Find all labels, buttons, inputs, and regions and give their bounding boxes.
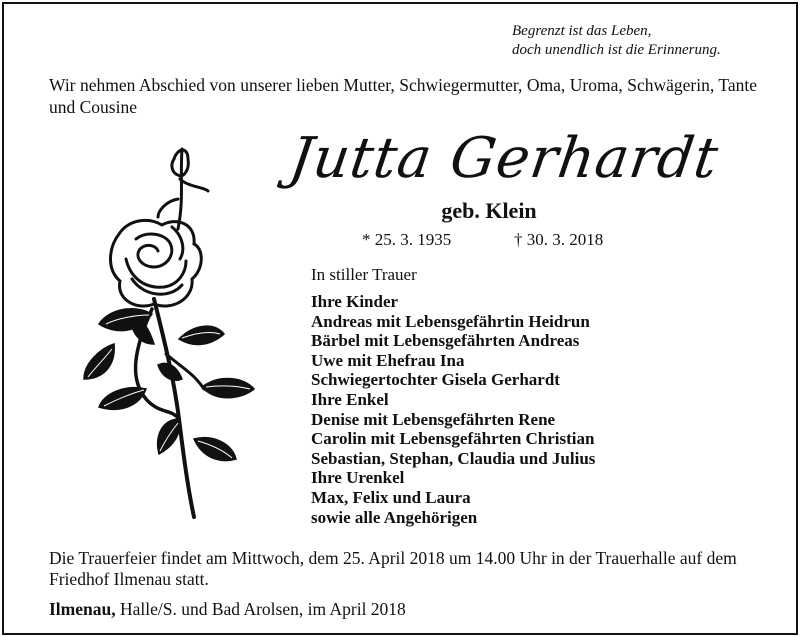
obituary-notice: [2, 2, 798, 635]
mourner-line: Carolin mit Lebensgefährten Christian: [311, 429, 595, 449]
mourner-line: Schwiegertochter Gisela Gerhardt: [311, 370, 560, 390]
rose-icon: [54, 139, 269, 524]
mourner-line: sowie alle Angehörigen: [311, 507, 478, 527]
intro-text: Wir nehmen Abschied von unserer lieben Mutter, Schwiegermutter, Oma, Uroma, Schwägerin, Tante und Cousine: [49, 75, 757, 117]
motto-line-1: Begrenzt ist das Leben,: [512, 23, 652, 39]
mourning-label: In stiller Trauer: [311, 265, 417, 284]
mourner-line: Andreas mit Lebensgefährtin Heidrun: [311, 311, 590, 331]
mourner-line: Ihre Kinder: [311, 292, 399, 311]
footer-place-date: [49, 598, 761, 620]
mourners-list: [311, 292, 731, 527]
motto-line-2: doch unendlich ist die Erinnerung.: [512, 42, 721, 58]
mourner-line: Ihre Enkel: [311, 389, 389, 409]
service-info: Die Trauerfeier findet am Mittwoch, dem 25. April 2018 um 14.00 Uhr in der Trauerhalle auf dem Friedhof Ilmenau statt.: [49, 548, 737, 589]
mourner-line: Denise mit Lebensgefährten Rene: [311, 409, 556, 429]
motto: [512, 22, 772, 60]
birth-date: * 25. 3. 1935: [362, 230, 452, 249]
life-dates: [362, 229, 632, 251]
footer-place: Ilmenau,: [49, 599, 116, 619]
death-date: † 30. 3. 2018: [514, 230, 604, 249]
mourner-line: Max, Felix und Laura: [311, 487, 471, 507]
mourner-line: Uwe mit Ehefrau Ina: [311, 350, 465, 370]
mourner-line: Ihre Urenkel: [311, 468, 405, 488]
footer-rest: Halle/S. und Bad Arolsen, im April 2018: [115, 599, 406, 619]
deceased-name: Jutta Gerhardt: [285, 126, 723, 191]
birth-name: geb. Klein: [441, 198, 537, 223]
mourner-line: Bärbel mit Lebensgefährten Andreas: [311, 331, 580, 351]
mourner-line: Sebastian, Stephan, Claudia und Julius: [311, 448, 596, 468]
